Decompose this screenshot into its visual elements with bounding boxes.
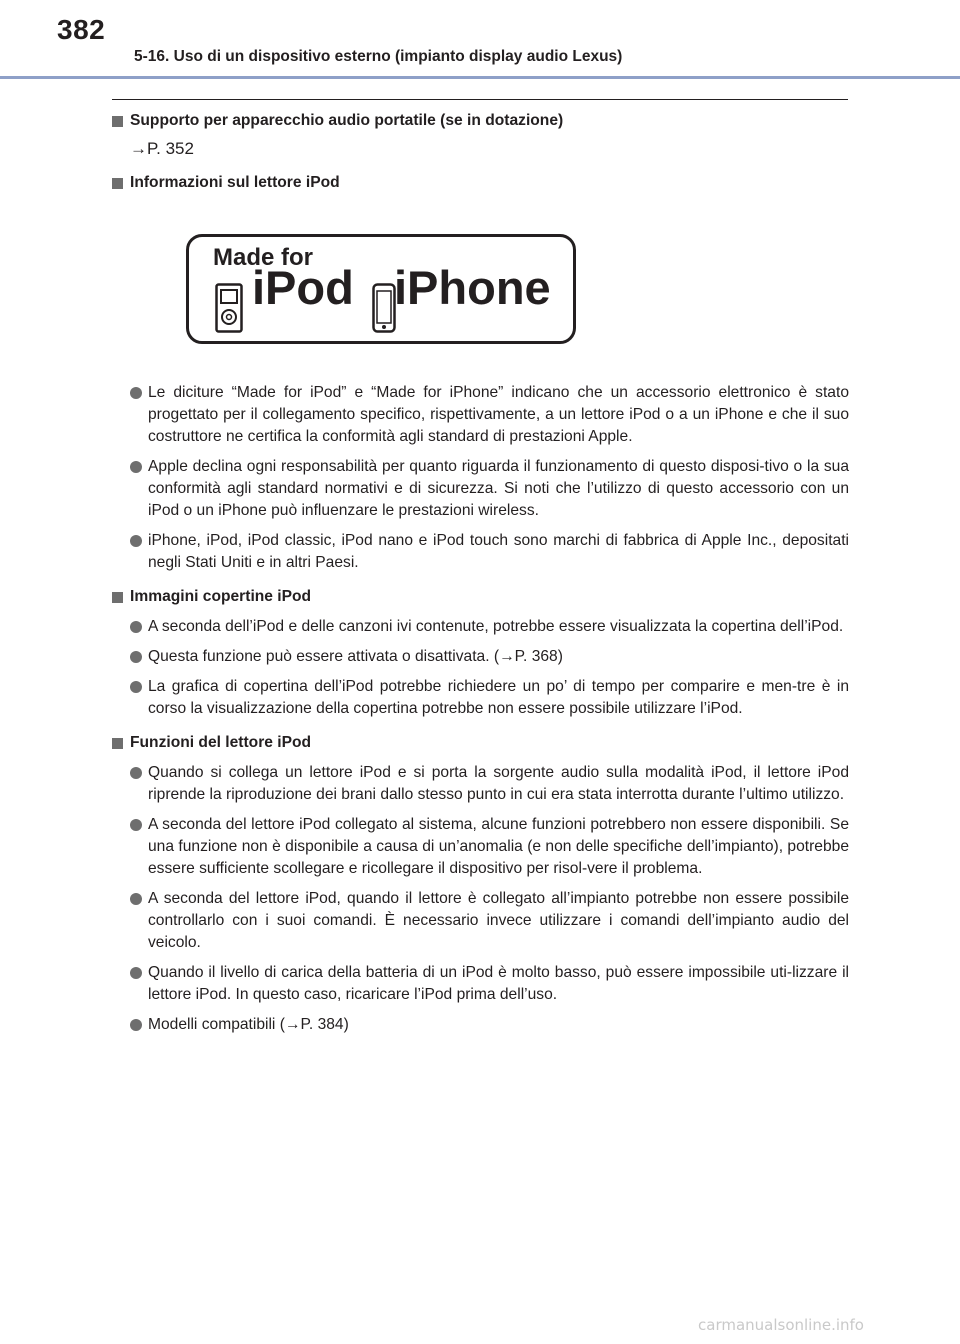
round-bullet-icon	[130, 893, 142, 905]
page-header	[0, 0, 960, 78]
heading-ipod-info	[112, 172, 849, 194]
round-bullet-icon	[130, 461, 142, 473]
content-top-rule	[112, 99, 848, 100]
page-content	[112, 110, 849, 1036]
list-item: Le diciture “Made for iPod” e “Made for iPhone” indicano che un accessorio elettronico è stato progettato per il collegamento specifico, rispettivamente, a un lettore iPod o a un iPhone e che il suo costruttore ne certifica la conformità agli standard di prestazioni Apple.	[112, 382, 849, 448]
round-bullet-icon	[130, 967, 142, 979]
watermark-text: carmanualsonline.info	[698, 1316, 864, 1334]
section-title: 5-16. Uso di un dispositivo esterno (impianto display audio Lexus)	[134, 48, 623, 65]
heading-support	[112, 110, 849, 132]
logo-ipod-text: iPod	[252, 261, 354, 314]
heading-ipod-covers	[112, 586, 849, 608]
logo-iphone-text: iPhone	[394, 261, 551, 314]
square-bullet-icon	[112, 178, 123, 189]
square-bullet-icon	[112, 592, 123, 603]
round-bullet-icon	[130, 387, 142, 399]
heading-text: Supporto per apparecchio audio portatile (se in dotazione)	[130, 112, 564, 129]
page-number: 382	[57, 14, 106, 45]
round-bullet-icon	[130, 819, 142, 831]
round-bullet-icon	[130, 535, 142, 547]
list-item: A seconda dell’iPod e delle canzoni ivi contenute, potrebbe essere visualizzata la copertina dell’iPod.	[112, 616, 849, 638]
round-bullet-icon	[130, 1019, 142, 1031]
square-bullet-icon	[112, 738, 123, 749]
list-item: A seconda del lettore iPod collegato al sistema, alcune funzioni potrebbero non essere disponibili. Se una funzione non è disponibile a causa di un’anomalia (e non delle specifiche dell’impianto), potrebbe essere sufficiente scollegare e ricollegare il dispositivo per risol-vere il problema.	[112, 814, 849, 880]
round-bullet-icon	[130, 651, 142, 663]
list-item: Apple declina ogni responsabilità per quanto riguarda il funzionamento di questo disposi-tivo o la sua conformità agli standard normativi e di sicurezza. Si noti che l’utilizzo di questo accessorio con un iPod o un iPhone può influenzare le prestazioni wireless.	[112, 456, 849, 522]
logo-made-for-text: Made for	[213, 244, 314, 271]
list-item: Quando il livello di carica della batteria di un iPod è molto basso, può essere impossibile uti-lizzare il lettore iPod. In questo caso, ricaricare l’iPod prima dell’uso.	[112, 962, 849, 1006]
list-item: Quando si collega un lettore iPod e si porta la sorgente audio sulla modalità iPod, il lettore iPod riprende la riproduzione dei brani dallo stesso punto in cui era stata interrotta durante l’ultimo utilizzo.	[112, 762, 849, 806]
page-reference: →P. 352	[130, 139, 194, 158]
heading-text: Immagini copertine iPod	[130, 588, 312, 605]
list-item: Questa funzione può essere attivata o disattivata. (→P. 368)	[112, 646, 849, 668]
round-bullet-icon	[130, 681, 142, 693]
round-bullet-icon	[130, 621, 142, 633]
heading-text: Informazioni sul lettore iPod	[130, 174, 340, 191]
ipod-icon	[215, 283, 243, 333]
made-for-ipod-iphone-logo	[186, 234, 576, 344]
round-bullet-icon	[130, 767, 142, 779]
list-item: Modelli compatibili (→P. 384)	[112, 1014, 849, 1036]
list-item: iPhone, iPod, iPod classic, iPod nano e iPod touch sono marchi di fabbrica di Apple Inc., depositati negli Stati Uniti e in altri Paesi.	[112, 530, 849, 574]
heading-text: Funzioni del lettore iPod	[130, 734, 312, 751]
header-divider	[0, 76, 960, 79]
list-item: A seconda del lettore iPod, quando il lettore è collegato all’impianto potrebbe non essere possibile controllarlo con i suoi comandi. È necessario invece utilizzare i comandi dell’impianto audio del veicolo.	[112, 888, 849, 954]
square-bullet-icon	[112, 116, 123, 127]
iphone-icon	[372, 283, 396, 333]
list-item: La grafica di copertina dell’iPod potrebbe richiedere un po’ di tempo per comparire e men-tre è in corso la visualizzazione della copertina potrebbe non essere possibile utilizzare l’iPod.	[112, 676, 849, 720]
heading-ipod-functions	[112, 732, 849, 754]
